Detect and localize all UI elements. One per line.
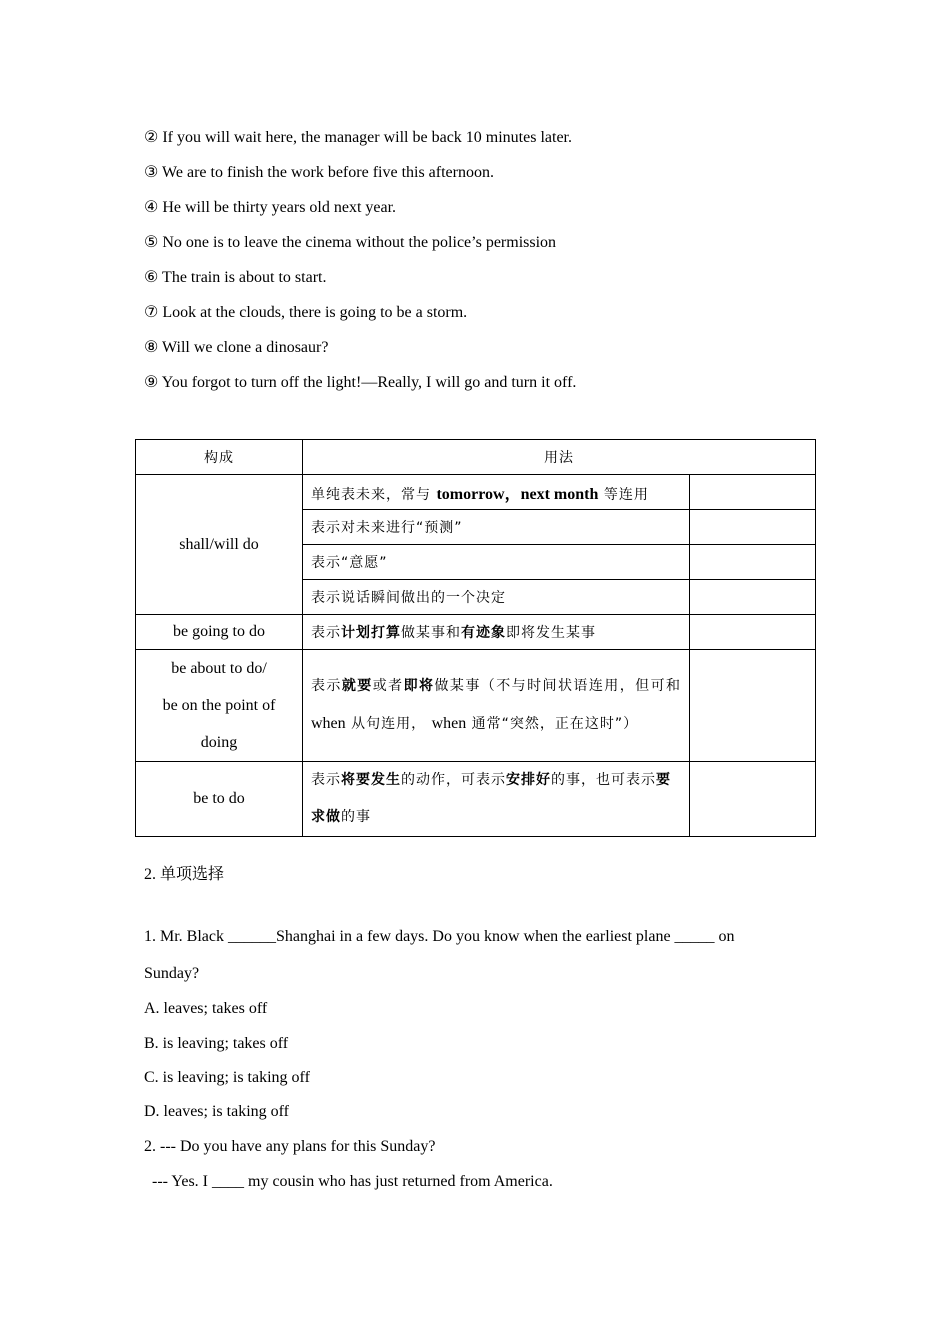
option-a: A. leaves; takes off — [144, 1000, 268, 1017]
form-be-to: be to do — [136, 762, 303, 837]
example-sentence: ⑨ You forgot to turn off the light!—Really, I will go and turn it off. — [144, 374, 577, 391]
example-sentence: ⑤ No one is to leave the cinema without the police’s permission — [144, 234, 557, 251]
option-c: C. is leaving; is taking off — [144, 1069, 310, 1086]
usage-cell: 表示对未来进行“预测” — [303, 510, 690, 545]
question-1-stem: 1. Mr. Black ______Shanghai in a few days. Do you know when the earliest plane _____ on — [144, 928, 735, 945]
blank-cell — [690, 615, 816, 650]
blank-cell — [690, 762, 816, 837]
section-title: 2. 单项选择 — [144, 866, 225, 883]
option-d: D. leaves; is taking off — [144, 1103, 290, 1120]
blank-cell — [690, 475, 816, 510]
usage-cell: 表示计划打算做某事和有迹象即将发生某事 — [303, 615, 690, 650]
blank-cell — [690, 650, 816, 762]
form-about-to: be about to do/ be on the point of doing — [136, 650, 303, 762]
example-sentence: ⑦ Look at the clouds, there is going to be a storm. — [144, 304, 468, 321]
table-header-usage: 用法 — [303, 440, 816, 475]
question-2-stem: 2. --- Do you have any plans for this Sunday? — [144, 1138, 436, 1155]
question-1-stem-cont: Sunday? — [144, 965, 200, 982]
usage-cell: 表示就要或者即将做某事（不与时间状语连用，但可和 when 从句连用， when 通常“突然，正在这时”） — [303, 650, 690, 762]
example-sentence: ⑧ Will we clone a dinosaur? — [144, 339, 329, 356]
example-sentence: ④ He will be thirty years old next year. — [144, 199, 397, 216]
usage-cell: 表示说话瞬间做出的一个决定 — [303, 580, 690, 615]
table-header-form: 构成 — [136, 440, 303, 475]
example-sentence: ⑥ The train is about to start. — [144, 269, 327, 286]
question-2-reply: --- Yes. I ____ my cousin who has just returned from America. — [152, 1173, 553, 1190]
form-going-to: be going to do — [136, 615, 303, 650]
blank-cell — [690, 580, 816, 615]
blank-cell — [690, 545, 816, 580]
usage-cell: 表示“意愿” — [303, 545, 690, 580]
usage-cell: 单纯表未来，常与 tomorrow，next month 等连用 — [303, 475, 690, 510]
form-shall-will: shall/will do — [136, 475, 303, 615]
example-sentence: ③ We are to finish the work before five this afternoon. — [144, 164, 494, 181]
blank-cell — [690, 510, 816, 545]
example-sentence: ② If you will wait here, the manager will be back 10 minutes later. — [144, 129, 572, 146]
option-b: B. is leaving; takes off — [144, 1035, 289, 1052]
usage-cell: 表示将要发生的动作，可表示安排好的事，也可表示要求做的事 — [303, 762, 690, 837]
future-tense-table — [135, 439, 816, 837]
